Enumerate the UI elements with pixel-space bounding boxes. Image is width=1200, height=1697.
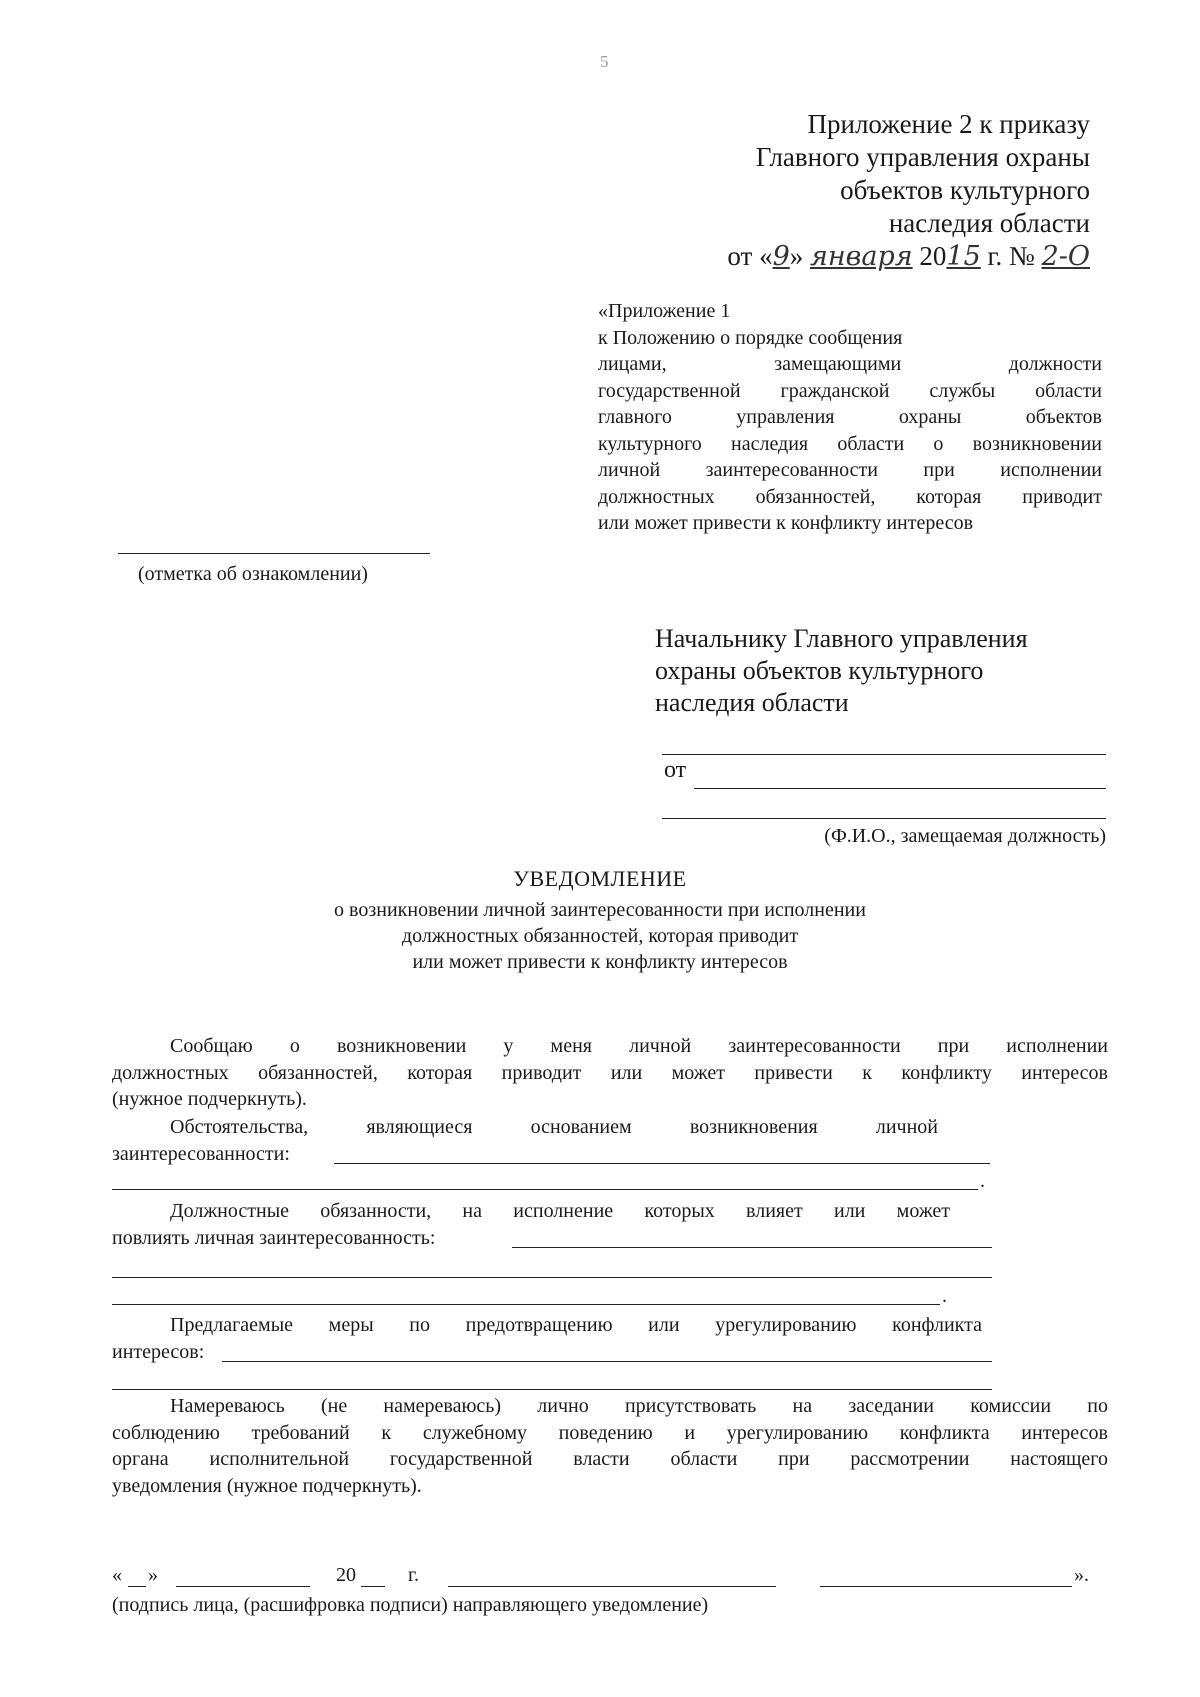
date-month-blank[interactable] [176,1586,310,1587]
regulation-reference [598,298,1102,537]
document-title: УВЕДОМЛЕНИЕ [513,866,687,891]
date-year-blank[interactable] [361,1586,385,1587]
appendix-line: Главного управления охраны [755,142,1090,172]
paragraph-line: уведомления (нужное подчеркнуть). [112,1474,422,1497]
paragraph-line: (нужное подчеркнуть). [112,1088,307,1110]
order-prefix: от « [727,241,773,271]
order-number-label: г. № [980,241,1042,271]
circumstances-blank[interactable] [334,1163,990,1164]
paragraph-line: Обстоятельства, являющиеся основанием возникновения личной [170,1116,938,1138]
sender-name-blank[interactable] [694,788,1106,789]
end-quote: ». [1074,1564,1089,1586]
document-subtitle [0,897,1200,975]
regulation-line: должностных обязанностей, которая приводит [598,485,1102,508]
paragraph-attendance [112,1393,1108,1499]
paragraph-report [112,1033,1108,1113]
appendix-line: наследия области [888,208,1090,238]
addressee-block [655,623,1028,719]
paragraph-line: интересов: [112,1340,205,1363]
duties-blank[interactable] [112,1304,940,1305]
from-label: от [664,757,687,783]
measures-blank[interactable] [112,1389,992,1390]
paragraph-circumstances [112,1114,938,1167]
subtitle-line: или может привести к конфликту интересов [412,951,788,973]
appendix-header [756,108,1090,240]
paragraph-line: соблюдению требований к служебному поведению и урегулированию конфликта интересов [112,1421,1108,1444]
duties-blank[interactable] [112,1277,992,1278]
paragraph-line: Сообщаю о возникновении у меня личной заинтересованности при исполнении [170,1035,1108,1057]
date-close-quote: » [148,1564,158,1586]
addressee-blank[interactable] [662,754,1106,755]
order-year-prefix: 20 [912,241,947,271]
paragraph-line: повлиять личная заинтересованность: [112,1226,436,1249]
page-number: 5 [600,52,609,71]
regulation-line: к Положению о порядке сообщения [598,326,903,349]
date-year-suffix: г. [408,1564,419,1586]
paragraph-measures [112,1312,982,1365]
signature-decoding-blank[interactable] [820,1586,1072,1587]
regulation-line: «Приложение 1 [598,300,731,322]
addressee-line: наследия области [655,688,849,717]
paragraph-line: Должностные обязанности, на исполнение которых влияет или может [170,1200,950,1222]
handwritten-year: 15 [946,241,981,272]
date-open-quote: « [112,1564,122,1586]
addressee-line: охраны объектов культурного [655,656,984,685]
measures-blank[interactable] [222,1361,992,1362]
signature-caption: (подпись лица, (расшифровка подписи) направляющего уведомление) [112,1594,709,1616]
date-year-prefix: 20 [336,1564,356,1586]
circumstances-blank[interactable] [112,1189,978,1190]
subtitle-line: должностных обязанностей, которая приводит [401,925,799,947]
date-day-blank[interactable] [128,1586,146,1587]
appendix-line: Приложение 2 к приказу [807,109,1090,139]
order-mid: » [789,241,811,271]
subtitle-line: о возникновении личной заинтересованности при исполнении [334,899,866,921]
acknowledgement-caption: (отметка об ознакомлении) [138,563,368,585]
paragraph-line: органа исполнительной государственной власти области при рассмотрении настоящего [112,1448,1108,1470]
document-page: 5 Приложение 2 к приказу Главного управления охраны объектов культурного наследия области от «9» января 2015 г. № 2-О «Приложение 1 к Положению о порядке сообщения лицами, замещающими должности государственной гражданской службы области главного управления охраны объектов культурного наследия области о возникновении личной заинтересованности при исполнении должностных обязанностей, которая приводит или может привести к конфликту интересов (отметка об ознакомлении) Начальнику Главного управления охраны объектов культурного наследия области от (Ф.И.О., замещаемая должность) УВЕДОМЛЕНИЕ о возникновении личной заинтересованности при исполнении должностных обязанностей, которая приводит или может привести к конфликту интересов Сообщаю о возникновении у меня личной заинтересованности при исполнении должностных обязанностей, которая приводит или может привести к конфликту интересов (нужное подчеркнуть). Обстоятельства, являющиеся основанием возникновения личной заинтересованности: . Должностные обязанности, на исполнение которых влияет или может повлиять личная заинтересованность: . Предлагаемые меры по предотвращению или урегулированию конфликта интересов: Намереваюсь (не намереваюсь) лично присутствовать на заседании комиссии по соблюдению требований к служебному поведению и урегулированию конфликта интересов органа исполнительной государственной власти области при рассмотрении настоящего уведомления (нужное подчеркнуть). « » 20 г. ». (подпись лица, (расшифровка подписи) направляющего уведомление) [0,0,1200,1697]
paragraph-line: Предлагаемые меры по предотвращению или урегулированию конфликта [170,1314,982,1336]
regulation-line: культурного наследия области о возникновении [598,432,1102,455]
regulation-line: лицами, замещающими должности [598,353,1102,375]
handwritten-month: января [810,241,913,272]
regulation-line: личной заинтересованности при исполнении [598,459,1102,481]
regulation-line: государственной гражданской службы области [598,379,1102,402]
fio-caption: (Ф.И.О., замещаемая должность) [824,825,1106,847]
addressee-line: Начальнику Главного управления [655,624,1028,653]
acknowledgement-blank[interactable] [118,553,430,554]
handwritten-order-number: 2-О [1041,241,1090,272]
handwritten-day: 9 [772,241,790,272]
appendix-line: объектов культурного [840,175,1090,205]
sender-position-blank[interactable] [662,818,1106,819]
signature-blank[interactable] [448,1586,776,1587]
paragraph-duties [112,1198,950,1251]
paragraph-line: Намереваюсь (не намереваюсь) лично присутствовать на заседании комиссии по [170,1395,1108,1417]
order-date-line [727,240,1090,273]
duties-blank[interactable] [512,1247,992,1248]
paragraph-line: должностных обязанностей, которая приводит или может привести к конфликту интересов [112,1061,1108,1084]
paragraph-line: заинтересованности: [112,1142,290,1165]
regulation-line: или может привести к конфликту интересов [598,512,974,534]
regulation-line: главного управления охраны объектов [598,406,1102,428]
